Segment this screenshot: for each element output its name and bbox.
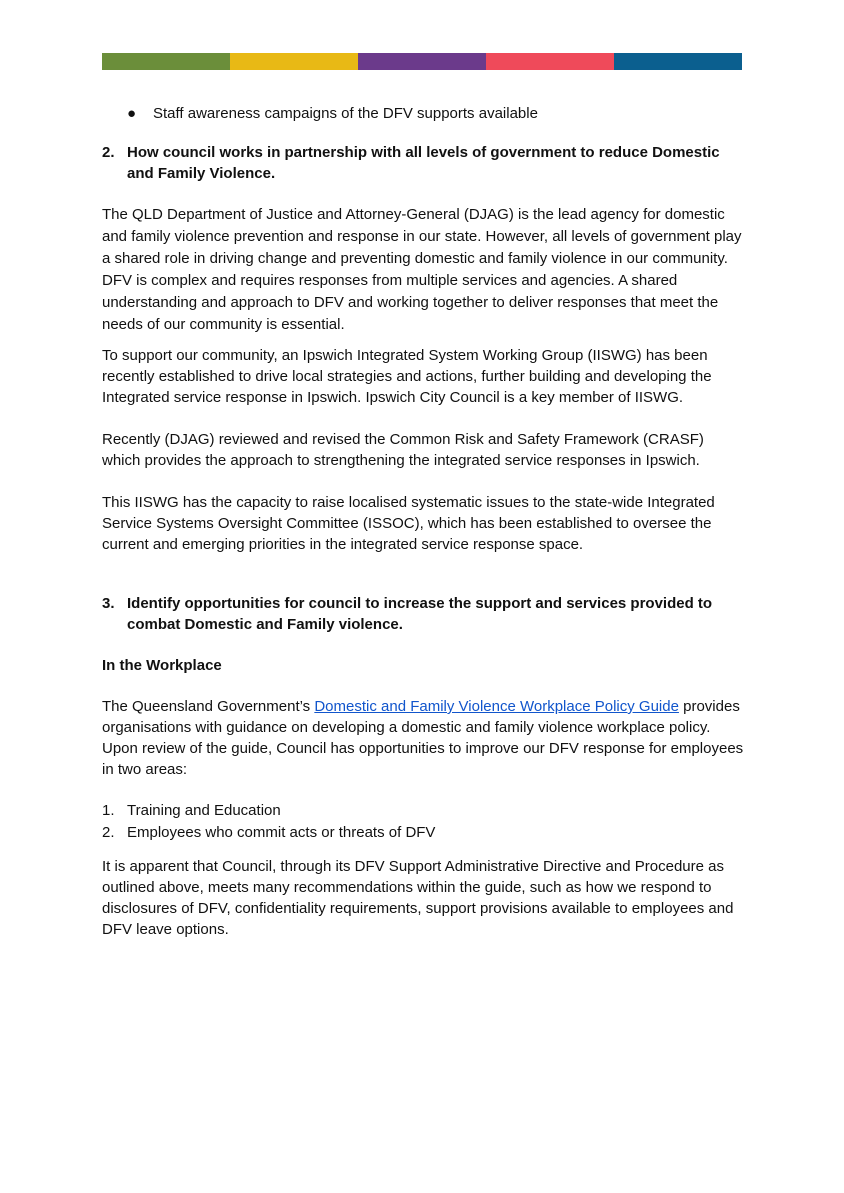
list-text: Training and Education (127, 802, 281, 819)
section-2-heading (102, 142, 744, 184)
workplace-subheading: In the Workplace (102, 657, 222, 674)
improvement-area-item (102, 800, 744, 822)
section-2-paragraph-3: Recently (DJAG) reviewed and revised the Common Risk and Safety Framework (CRASF) which provides the approach to strengthening the integrated service responses in Ipswich. (102, 431, 704, 469)
improvement-area-item (102, 822, 744, 844)
section-3-heading-text: Identify opportunities for council to increase the support and services provided to combat Domestic and Family violence. (127, 595, 713, 633)
section-2-heading-text: How council works in partnership with all levels of government to reduce Domestic and Family Violence. (127, 144, 720, 182)
document-body (102, 100, 744, 940)
policy-guide-intro: The Queensland Government’s (102, 698, 315, 715)
closing-paragraph: It is apparent that Council, through its DFV Support Administrative Directive and Procedure as outlined above, meets many recommendations within the guide, such as how we respond to disclosures of DFV, confidentiality requirements, support provisions available to employees and DFV leave options. (102, 858, 734, 938)
section-2-paragraph-1: The QLD Department of Justice and Attorney-General (DJAG) is the lead agency for domestic and family violence prevention and response in our state. However, all levels of government play a shared role in driving change and preventing domestic and family violence in our community. DFV is complex and requires responses from multiple services and agencies. A shared understanding and approach to DFV and working together to deliver responses that meet the needs of our community is essential. (102, 206, 742, 333)
color-bar-red (486, 53, 614, 70)
color-bar-yellow (230, 53, 358, 70)
bullet-text: Staff awareness campaigns of the DFV supports available (153, 105, 538, 122)
list-text: Employees who commit acts or threats of DFV (127, 824, 436, 841)
color-bar-blue (614, 53, 742, 70)
list-number: 2. (102, 824, 115, 841)
policy-guide-link[interactable]: Domestic and Family Violence Workplace Policy Guide (314, 698, 679, 715)
policy-guide-description: provides organisations with guidance on developing a domestic and family violence workplace policy. Upon review of the guide, Council has opportunities to improve our DFV response for employees in two areas: (102, 698, 744, 778)
section-3-number: 3. (102, 595, 115, 612)
policy-guide-paragraph (102, 696, 744, 780)
section-3-heading (102, 593, 744, 635)
list-number: 1. (102, 802, 115, 819)
section-2-paragraph-2: To support our community, an Ipswich Integrated System Working Group (IISWG) has been recently established to drive local strategies and actions, further building and developing the Integrated service response in Ipswich. Ipswich City Council is a key member of IISWG. (102, 347, 712, 406)
section-2-paragraph-4: This IISWG has the capacity to raise localised systematic issues to the state-wide Integrated Service Systems Oversight Committee (ISSOC), which has been established to oversee the current and emerging priorities in the integrated service response space. (102, 494, 715, 553)
bullet-list-item (102, 103, 744, 125)
color-bar-green (102, 53, 230, 70)
bullet-icon: ● (127, 105, 137, 122)
improvement-areas-list (102, 800, 744, 844)
section-2-number: 2. (102, 144, 115, 161)
color-bar-purple (358, 53, 486, 70)
header-color-bar (102, 53, 742, 70)
